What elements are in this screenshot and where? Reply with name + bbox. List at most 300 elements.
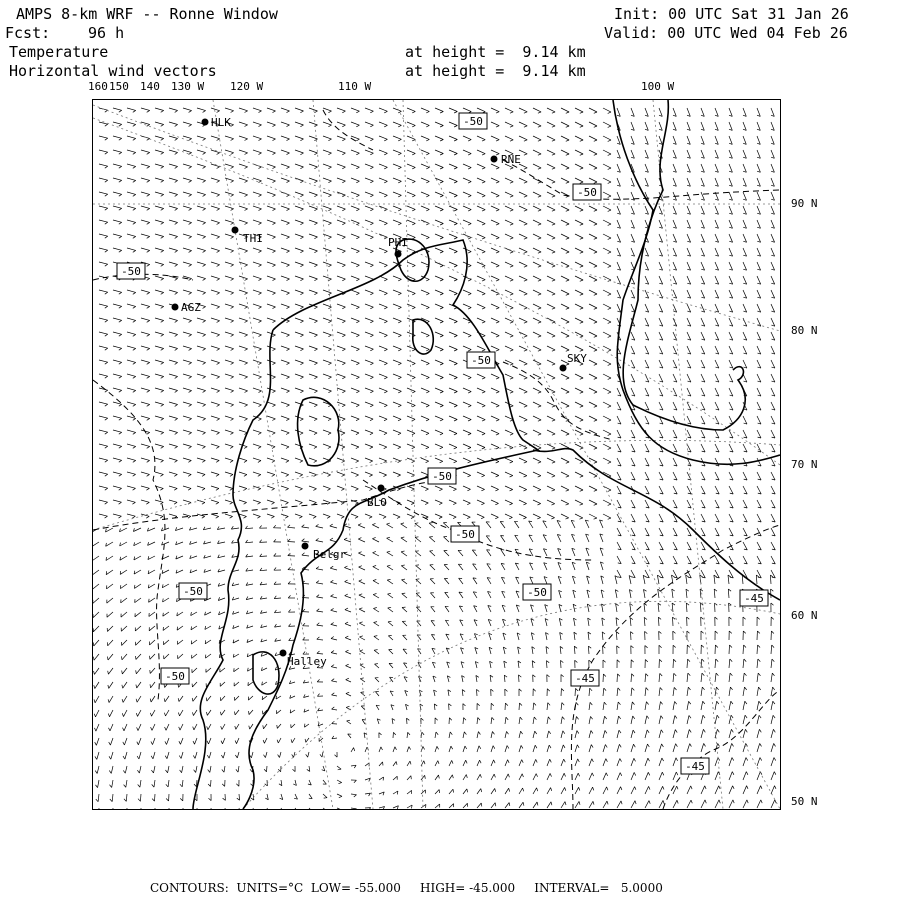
wind-vector — [251, 752, 253, 758]
wind-barb — [277, 740, 278, 743]
wind-barb — [328, 223, 331, 225]
wind-barb — [398, 195, 401, 197]
wind-barb — [492, 717, 494, 720]
wind-vector — [351, 318, 359, 321]
wind-vector — [281, 248, 290, 251]
field-temperature: Temperature — [9, 43, 109, 61]
wind-barb — [342, 447, 345, 449]
wind-vector — [673, 617, 674, 626]
wind-vector — [743, 687, 745, 696]
wind-barb — [152, 799, 154, 802]
wind-barb — [552, 182, 555, 183]
wind-barb — [412, 265, 415, 267]
wind-barb — [137, 770, 139, 773]
wind-barb — [221, 712, 222, 715]
wind-barb — [384, 265, 387, 267]
wind-barb — [398, 125, 401, 127]
wind-barb — [245, 251, 248, 253]
wind-barb — [317, 637, 320, 639]
wind-vector — [505, 136, 513, 140]
wind-barb — [401, 537, 404, 538]
wind-barb — [119, 362, 122, 364]
wind-barb — [328, 167, 331, 169]
wind-vector — [519, 276, 527, 280]
wind-vector — [127, 304, 136, 306]
wind-vector — [547, 514, 555, 518]
wind-vector — [421, 262, 429, 265]
wind-barb — [164, 713, 165, 716]
wind-vector — [504, 675, 505, 682]
wind-barb — [108, 699, 109, 702]
wind-barb — [358, 538, 361, 540]
wind-vector — [127, 234, 136, 236]
wind-barb — [133, 124, 136, 126]
wind-vector — [407, 500, 414, 503]
wind-barb — [133, 194, 136, 196]
wind-barb — [105, 194, 108, 196]
wind-barb — [231, 293, 234, 295]
wind-vector — [435, 444, 443, 447]
wind-barb — [715, 631, 718, 633]
wind-vector — [617, 402, 621, 410]
wind-vector — [449, 388, 457, 392]
wind-barb — [300, 475, 303, 477]
wind-vector — [603, 248, 611, 252]
wind-vector — [603, 388, 611, 392]
wind-vector — [120, 570, 127, 574]
wind-barb — [147, 334, 150, 336]
wind-barb — [702, 687, 704, 690]
wind-barb — [660, 688, 662, 691]
wind-barb — [482, 378, 485, 379]
lon-label: 150 — [109, 80, 129, 93]
wind-barb — [552, 280, 555, 281]
wind-vector — [421, 472, 429, 475]
wind-barb — [463, 704, 466, 706]
wind-vector — [337, 220, 345, 223]
wind-barb — [550, 773, 551, 776]
wind-barb — [180, 770, 182, 773]
wind-vector — [519, 717, 520, 724]
wind-vector — [246, 542, 254, 543]
wind-vector — [211, 136, 220, 139]
wind-vector — [197, 808, 198, 809]
wind-vector — [135, 626, 141, 631]
wind-barb — [245, 209, 248, 211]
wind-barb — [354, 795, 357, 797]
wind-vector — [281, 416, 289, 419]
wind-vector — [309, 234, 318, 237]
wind-vector — [491, 262, 499, 266]
wind-vector — [533, 136, 541, 140]
wind-barb — [133, 152, 136, 154]
wind-barb — [105, 334, 108, 336]
wind-vector — [127, 486, 136, 488]
wind-barb — [435, 718, 438, 720]
wind-barb — [273, 279, 276, 281]
wind-barb — [119, 194, 122, 196]
wind-vector — [99, 178, 108, 180]
wind-vector — [295, 220, 304, 223]
wind-vector — [477, 402, 485, 406]
wind-vector — [197, 150, 206, 153]
wind-vector — [183, 178, 192, 181]
wind-vector — [417, 635, 421, 640]
wind-vector — [757, 458, 761, 466]
wind-vector — [435, 346, 443, 350]
wind-barb — [356, 153, 359, 155]
wind-barb — [369, 475, 372, 477]
wind-vector — [197, 164, 206, 167]
wind-barb — [510, 280, 513, 281]
wind-vector — [331, 639, 337, 641]
wind-vector — [253, 206, 262, 209]
wind-vector — [435, 746, 437, 752]
wind-barb — [594, 518, 597, 519]
wind-vector — [533, 472, 541, 476]
wind-vector — [477, 500, 485, 503]
wind-barb — [138, 785, 140, 788]
wind-barb — [398, 111, 401, 113]
wind-vector-field — [93, 108, 776, 809]
wind-vector — [687, 687, 688, 696]
wind-barb — [328, 419, 331, 421]
wind-vector — [253, 388, 262, 391]
wind-barb — [370, 125, 373, 127]
wind-vector — [449, 789, 453, 794]
wind-vector — [253, 304, 262, 307]
wind-barb — [384, 111, 387, 113]
wind-vector — [379, 136, 387, 139]
wind-vector — [389, 663, 393, 668]
wind-barb — [216, 447, 219, 449]
wind-barb — [230, 447, 233, 449]
wind-barb — [287, 223, 290, 225]
wind-barb — [119, 334, 122, 336]
wind-barb — [552, 462, 555, 463]
wind-barb — [524, 420, 527, 421]
wind-vector — [574, 632, 575, 640]
wind-barb — [314, 447, 317, 449]
wind-barb — [119, 222, 122, 224]
wind-vector — [183, 262, 192, 265]
wind-barb — [524, 140, 527, 141]
wind-vector — [344, 568, 351, 570]
wind-barb — [552, 126, 555, 127]
wind-vector — [225, 430, 233, 433]
wind-barb — [330, 538, 333, 540]
wind-vector — [575, 276, 583, 280]
wind-vector — [771, 388, 775, 396]
wind-barb — [465, 746, 467, 749]
wind-vector — [631, 702, 632, 710]
wind-barb — [537, 802, 538, 805]
wind-vector — [113, 458, 122, 460]
wind-barb — [510, 210, 513, 211]
wind-barb — [662, 772, 664, 775]
wind-barb — [165, 756, 167, 759]
wind-barb — [331, 608, 334, 610]
wind-vector — [99, 248, 108, 250]
wind-barb — [277, 725, 278, 728]
wind-barb — [538, 476, 541, 477]
wind-barb — [619, 730, 621, 733]
wind-vector — [239, 486, 247, 489]
wind-vector — [379, 150, 387, 153]
wind-barb — [775, 786, 777, 789]
wind-barb — [346, 678, 349, 680]
wind-vector — [309, 486, 317, 489]
wind-barb — [594, 350, 597, 351]
wind-barb — [245, 349, 248, 351]
wind-vector — [309, 318, 318, 321]
wind-barb — [566, 336, 569, 337]
wind-vector — [330, 526, 337, 528]
wind-vector — [743, 729, 745, 738]
wind-vector — [547, 122, 555, 126]
wind-vector — [729, 556, 733, 564]
wind-barb — [468, 336, 471, 338]
wind-barb — [300, 307, 303, 309]
wind-barb — [453, 517, 456, 519]
wind-vector — [771, 659, 772, 668]
wind-barb — [552, 238, 555, 239]
wind-barb — [520, 703, 523, 706]
wind-barb — [193, 727, 194, 730]
wind-barb — [133, 334, 136, 336]
wind-vector — [126, 794, 127, 801]
wind-vector — [617, 416, 621, 424]
wind-barb — [203, 433, 206, 435]
wind-barb — [566, 252, 569, 253]
wind-vector — [151, 682, 155, 688]
wind-vector — [225, 136, 234, 139]
wind-vector — [505, 178, 513, 182]
wind-vector — [630, 618, 631, 626]
wind-barb — [550, 759, 552, 762]
wind-barb — [576, 688, 579, 691]
wind-barb — [150, 684, 151, 688]
wind-barb — [467, 503, 470, 505]
wind-barb — [151, 742, 153, 745]
wind-vector — [617, 674, 618, 682]
wind-barb — [189, 447, 192, 449]
wind-barb — [552, 154, 555, 155]
wind-vector — [220, 682, 225, 686]
wind-barb — [495, 489, 498, 491]
wind-vector — [267, 374, 276, 377]
wind-vector — [337, 248, 345, 251]
wind-barb — [717, 701, 719, 704]
wind-vector — [561, 787, 565, 794]
wind-barb — [119, 236, 122, 238]
wind-vector — [701, 472, 705, 480]
wind-barb — [387, 537, 390, 538]
wind-barb — [273, 525, 275, 528]
wind-vector — [631, 458, 635, 466]
wind-barb — [161, 237, 164, 239]
wind-vector — [267, 150, 276, 153]
wind-barb — [537, 518, 540, 519]
wind-vector — [533, 514, 541, 518]
wind-barb — [300, 237, 303, 239]
wind-vector — [529, 535, 533, 542]
wind-vector — [379, 472, 387, 475]
wind-barb — [174, 474, 177, 476]
wind-vector — [365, 122, 373, 125]
wind-barb — [440, 210, 443, 212]
wind-barb — [161, 209, 164, 211]
wind-barb — [524, 406, 527, 407]
wind-vector — [309, 444, 317, 447]
wind-barb — [356, 335, 359, 337]
wind-vector — [435, 248, 443, 252]
wind-barb — [608, 378, 611, 379]
wind-vector — [771, 772, 774, 780]
wind-vector — [533, 374, 541, 378]
wind-barb — [608, 224, 611, 225]
wind-vector — [491, 220, 499, 224]
wind-barb — [300, 153, 303, 155]
wind-vector — [589, 716, 591, 724]
wind-vector — [463, 416, 471, 420]
wind-barb — [580, 112, 583, 113]
wind-barb — [608, 350, 611, 351]
wind-barb — [496, 154, 499, 155]
wind-vector — [631, 632, 632, 640]
wind-barb — [552, 224, 555, 225]
wind-vector — [757, 528, 761, 536]
wind-vector — [519, 458, 527, 462]
wind-vector — [560, 632, 561, 640]
wind-barb — [551, 518, 554, 519]
wind-barb — [147, 138, 150, 140]
wind-vector — [519, 374, 527, 378]
wind-vector — [169, 402, 178, 405]
wind-vector — [743, 472, 747, 480]
wind-barb — [356, 209, 359, 211]
wind-barb — [687, 631, 690, 633]
wind-barb — [300, 167, 303, 169]
wind-barb — [331, 594, 334, 596]
wind-vector — [715, 673, 716, 682]
wind-barb — [494, 774, 495, 777]
wind-barb — [175, 349, 178, 351]
wind-vector — [603, 318, 611, 322]
wind-vector — [589, 136, 597, 140]
wind-barb — [146, 516, 149, 518]
wind-barb — [745, 729, 747, 732]
wind-barb — [675, 716, 677, 719]
wind-barb — [355, 517, 358, 519]
wind-vector — [264, 738, 267, 743]
wind-vector — [421, 430, 429, 433]
wind-vector — [401, 538, 407, 542]
wind-barb — [534, 717, 536, 720]
wind-barb — [217, 223, 220, 225]
wind-vector — [253, 108, 262, 111]
wind-vector — [687, 673, 688, 682]
wind-vector — [155, 164, 164, 167]
wind-barb — [384, 293, 387, 295]
wind-barb — [133, 250, 136, 252]
wind-vector — [169, 164, 178, 167]
wind-barb — [216, 461, 219, 463]
wind-vector — [379, 192, 387, 195]
wind-barb — [342, 279, 345, 281]
wind-barb — [552, 196, 555, 197]
wind-barb — [161, 460, 164, 462]
wind-vector — [491, 248, 499, 252]
wind-vector — [603, 801, 607, 808]
wind-barb — [426, 293, 429, 295]
wind-vector — [169, 500, 177, 502]
wind-vector — [347, 721, 351, 724]
wind-vector — [99, 192, 108, 194]
wind-vector — [463, 346, 471, 350]
wind-barb — [675, 730, 677, 733]
wind-barb — [122, 699, 123, 702]
wind-barb — [342, 251, 345, 253]
wind-vector — [533, 346, 541, 350]
wind-barb — [124, 799, 126, 802]
wind-barb — [717, 715, 719, 718]
wind-vector — [743, 430, 747, 438]
wind-barb — [108, 671, 109, 674]
wind-vector — [435, 108, 443, 112]
wind-barb — [384, 391, 387, 393]
wind-vector — [430, 565, 435, 570]
wind-vector — [123, 682, 127, 688]
wind-barb — [634, 744, 636, 747]
wind-barb — [217, 153, 220, 155]
wind-vector — [463, 486, 471, 489]
wind-vector — [449, 136, 457, 140]
wind-barb — [133, 488, 136, 490]
wind-vector — [211, 332, 220, 335]
wind-barb — [533, 689, 536, 691]
wind-vector — [463, 178, 471, 182]
wind-vector — [183, 136, 192, 139]
wind-vector — [379, 290, 387, 293]
wind-barb — [691, 786, 692, 789]
wind-barb — [175, 335, 178, 337]
wind-barb — [328, 293, 331, 295]
wind-vector — [715, 701, 717, 710]
wind-vector — [644, 617, 645, 626]
wind-barb — [359, 622, 362, 623]
wind-barb — [273, 377, 276, 379]
wind-vector — [323, 220, 332, 223]
wind-vector — [575, 108, 583, 112]
wind-vector — [302, 527, 309, 528]
wind-vector — [260, 584, 267, 585]
wind-vector — [533, 802, 537, 808]
wind-barb — [258, 503, 261, 505]
wind-vector — [149, 598, 155, 602]
wind-barb — [178, 698, 179, 701]
wind-barb — [757, 631, 760, 633]
wind-vector — [547, 416, 555, 420]
wind-vector — [505, 122, 513, 126]
wind-vector — [281, 346, 290, 349]
wind-barb — [717, 729, 719, 732]
wind-vector — [589, 290, 597, 294]
wind-vector — [164, 654, 169, 659]
wind-barb — [217, 349, 220, 351]
wind-barb — [175, 125, 178, 127]
wind-vector — [181, 738, 184, 744]
